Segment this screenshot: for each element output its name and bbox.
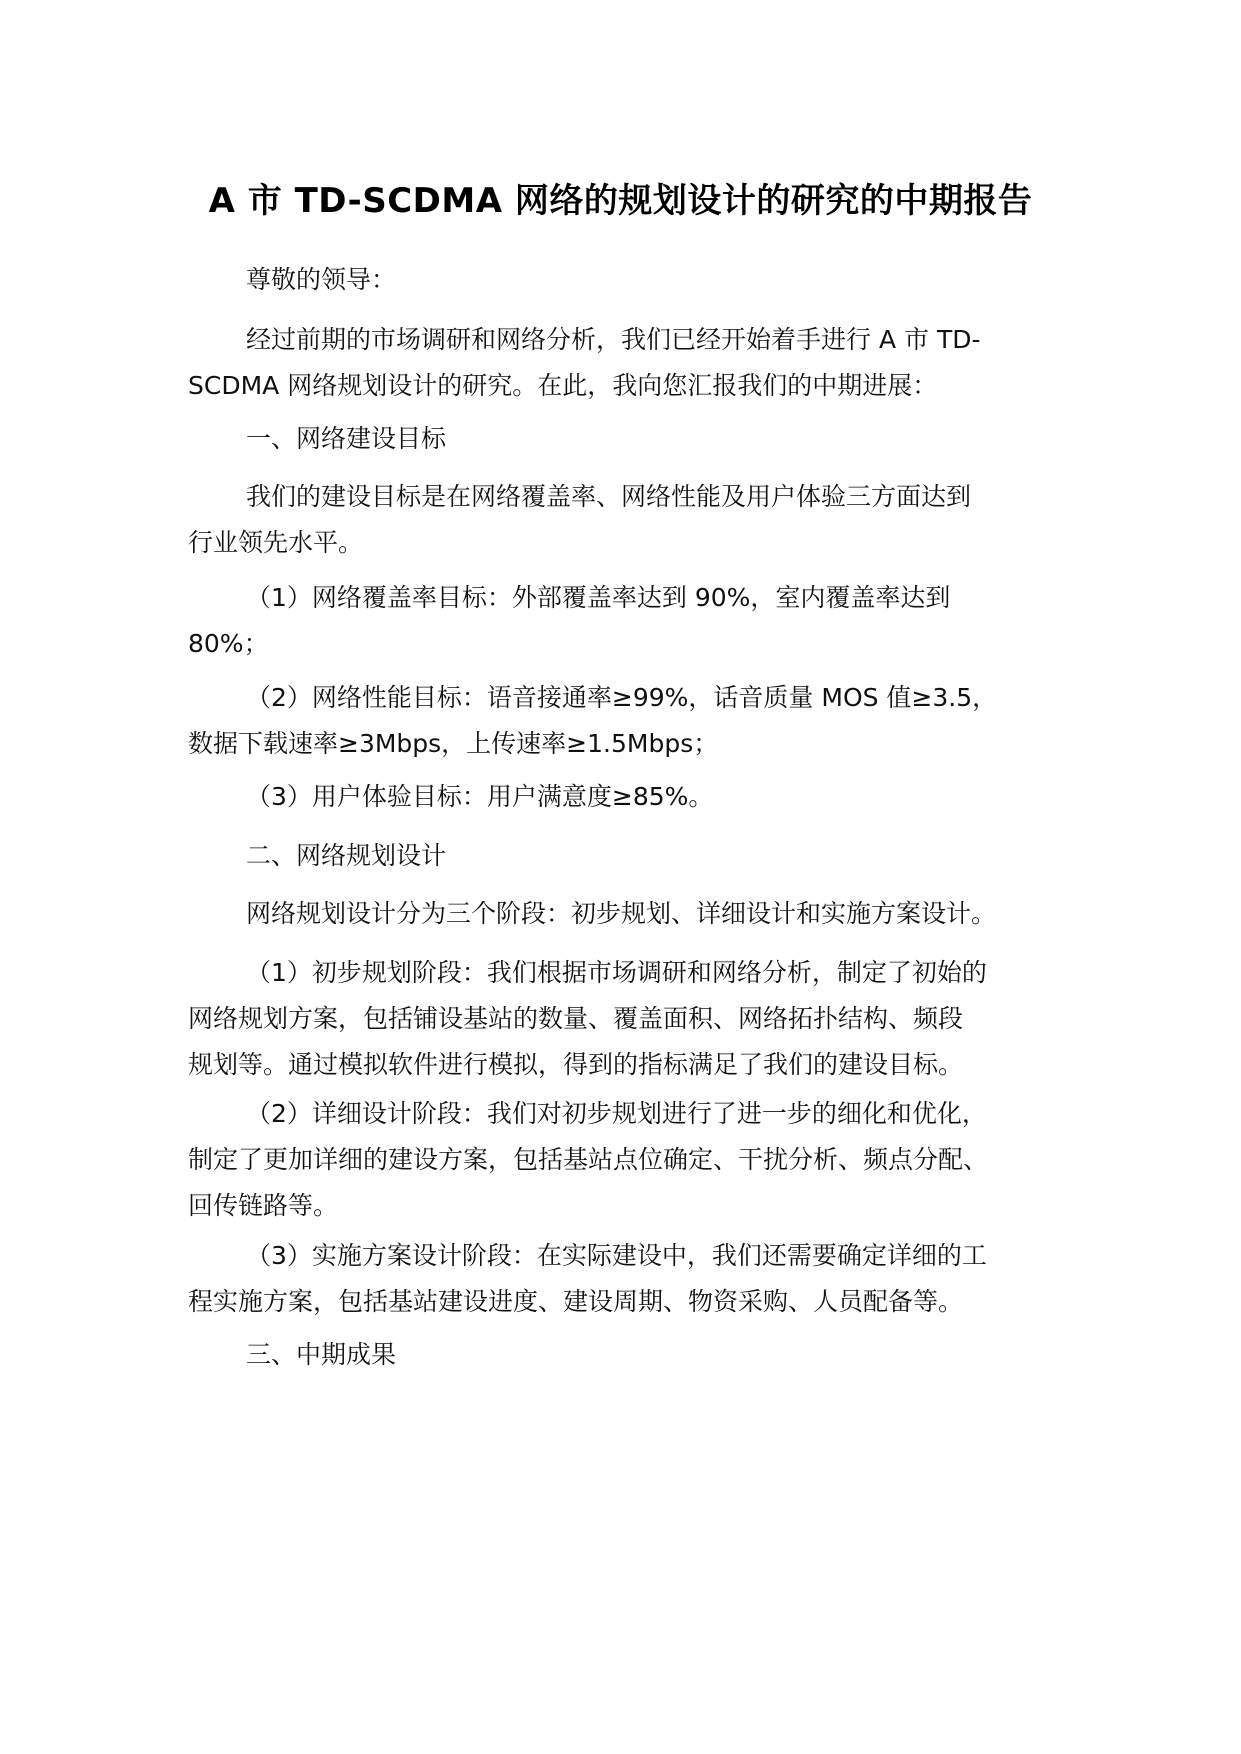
text-line: 一、网络建设目标 (246, 424, 447, 453)
detailed-design-paragraph (188, 1091, 1078, 1229)
text-line: （1）初步规划阶段：我们根据市场调研和网络分析，制定了初始的 (246, 958, 987, 987)
planning-overview-paragraph (188, 891, 1078, 937)
text-line: 尊敬的领导： (246, 265, 397, 294)
text-line: （2）详细设计阶段：我们对初步规划进行了进一步的细化和优化， (246, 1099, 987, 1128)
text-line: （2）网络性能目标：语音接通率≥99%，话音质量 MOS 值≥3.5， (246, 683, 998, 712)
text-line: 二、网络规划设计 (246, 841, 447, 870)
text-line: 规划等。通过模拟软件进行模拟，得到的指标满足了我们的建设目标。 (188, 1050, 964, 1079)
coverage-goal-paragraph (188, 575, 1078, 667)
implementation-plan-paragraph (188, 1233, 1078, 1325)
text-line: 我们的建设目标是在网络覆盖率、网络性能及用户体验三方面达到 (246, 482, 972, 511)
intro-paragraph (188, 317, 1078, 409)
performance-goal-paragraph (188, 675, 1078, 767)
text-line: 80%； (188, 629, 269, 658)
text-line: 三、中期成果 (246, 1340, 397, 1369)
salutation (188, 257, 1078, 303)
document-title: A 市 TD-SCDMA 网络的规划设计的研究的中期报告 (208, 181, 1033, 221)
text-line: 程实施方案，包括基站建设进度、建设周期、物资采购、人员配备等。 (188, 1287, 964, 1316)
text-line: （3）用户体验目标：用户满意度≥85%。 (246, 782, 714, 811)
section-heading-3 (188, 1332, 1078, 1378)
text-line: 网络规划设计分为三个阶段：初步规划、详细设计和实施方案设计。 (246, 899, 997, 928)
section-heading-2 (188, 833, 1078, 879)
text-line: （3）实施方案设计阶段：在实际建设中，我们还需要确定详细的工 (246, 1241, 987, 1270)
section-heading-1 (188, 416, 1078, 462)
text-line: 制定了更加详细的建设方案，包括基站点位确定、干扰分析、频点分配、 (188, 1145, 989, 1174)
text-line: 经过前期的市场调研和网络分析，我们已经开始着手进行 A 市 TD- (246, 325, 981, 354)
text-line: 行业领先水平。 (188, 528, 364, 557)
text-line: SCDMA 网络规划设计的研究。在此，我向您汇报我们的中期进展： (188, 371, 938, 400)
goal-paragraph (188, 474, 1078, 566)
text-line: （1）网络覆盖率目标：外部覆盖率达到 90%，室内覆盖率达到 (246, 583, 951, 612)
text-line: 数据下载速率≥3Mbps，上传速率≥1.5Mbps； (188, 729, 719, 758)
text-line: 回传链路等。 (188, 1191, 339, 1220)
experience-goal-paragraph (188, 774, 1078, 820)
initial-planning-paragraph (188, 950, 1078, 1088)
text-line: 网络规划方案，包括铺设基站的数量、覆盖面积、网络拓扑结构、频段 (188, 1004, 964, 1033)
